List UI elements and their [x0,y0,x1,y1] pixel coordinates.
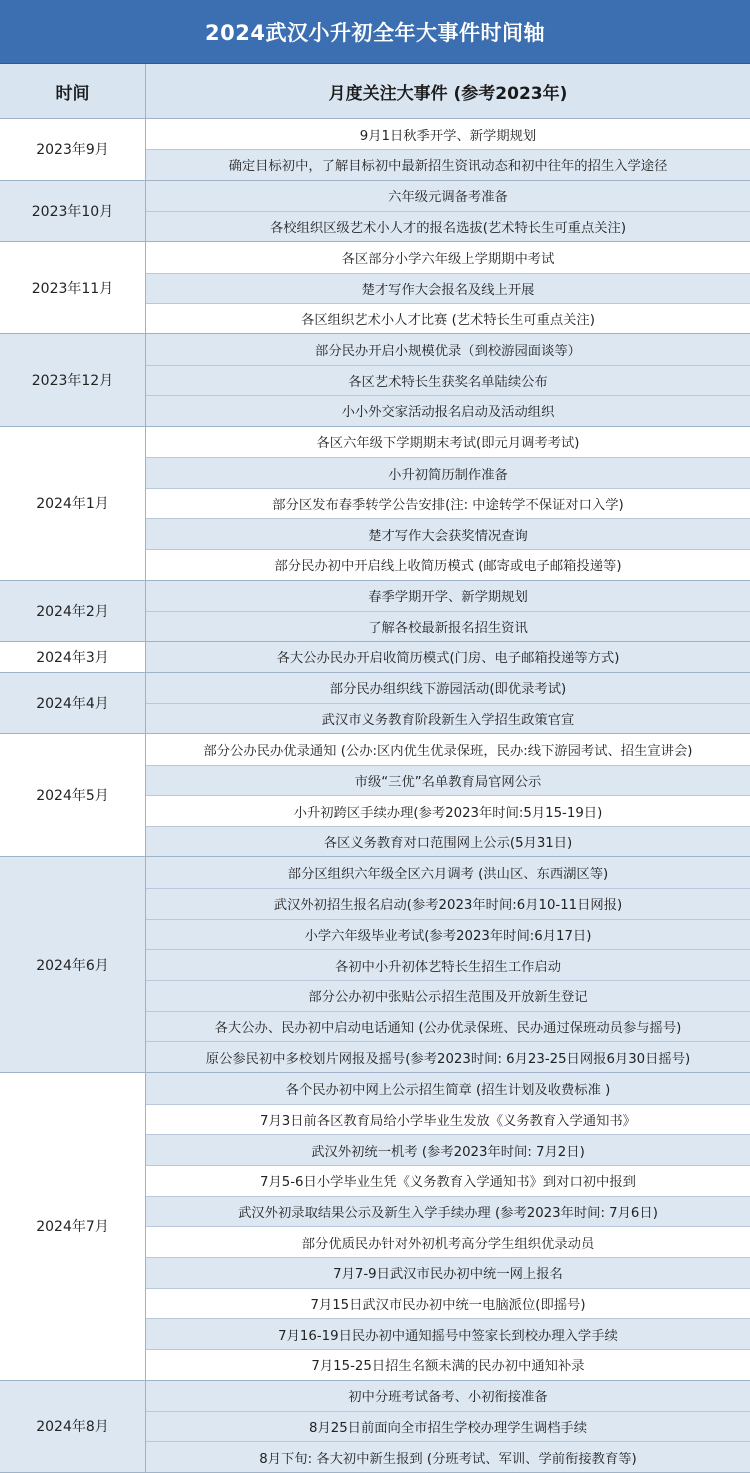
event-row: 小学六年级毕业考试(参考2023年时间:6月17日) [146,919,750,950]
month-label: 2023年12月 [0,334,146,425]
event-row: 各初中小升初体艺特长生招生工作启动 [146,949,750,980]
month-group [0,1381,750,1473]
event-row: 各区组织艺术小人才比赛 (艺术特长生可重点关注) [146,303,750,333]
event-row: 7月5-6日小学毕业生凭《义务教育入学通知书》到对口初中报到 [146,1165,750,1196]
month-group [0,242,750,334]
month-group [0,427,750,581]
month-group [0,119,750,181]
month-events [146,1073,750,1380]
month-label: 2024年3月 [0,642,146,672]
event-row: 小升初简历制作准备 [146,457,750,488]
event-row: 原公参民初中多校划片网报及摇号(参考2023时间: 6月23-25日网报6月30日摇号) [146,1041,750,1072]
month-group [0,642,750,673]
event-row: 确定目标初中，了解目标初中最新招生资讯动态和初中往年的招生入学途径 [146,149,750,179]
event-row: 武汉外初统一机考 (参考2023年时间: 7月2日) [146,1134,750,1165]
event-row: 楚才写作大会获奖情况查询 [146,518,750,549]
event-row: 各区义务教育对口范围网上公示(5月31日) [146,826,750,857]
table-header [0,64,750,119]
event-row: 各大公办、民办初中启动电话通知 (公办优录保班、民办通过保班动员参与摇号) [146,1011,750,1042]
event-row: 市级“三优”名单教育局官网公示 [146,765,750,796]
month-events [146,427,750,580]
event-row: 各区六年级下学期期末考试(即元月调考考试) [316,436,580,452]
month-label: 2024年5月 [0,734,146,856]
month-label: 2023年9月 [0,119,146,180]
event-row: 小小外交家活动报名启动及活动组织 [146,395,750,425]
event-row: 楚才写作大会报名及线上开展 [146,273,750,303]
event-row: 9月1日秋季开学、新学期规划 [359,128,537,144]
event-row: 7月15-25日招生名额未满的民办初中通知补录 [146,1349,750,1380]
event-row: 部分优质民办针对外初机考高分学生组织优录动员 [146,1226,750,1257]
event-row: 部分区发布春季转学公告安排(注: 中途转学不保证对口入学) [146,488,750,519]
event-row: 武汉市义务教育阶段新生入学招生政策官宣 [146,703,750,733]
event-row: 各区部分小学六年级上学期期中考试 [341,251,555,267]
page-title: 2024武汉小升初全年大事件时间轴 [0,0,750,64]
event-row: 各个民办初中网上公示招生简章 (招生计划及收费标准 ) [146,1073,750,1104]
month-label: 2024年1月 [0,427,146,580]
month-label: 2024年8月 [0,1381,146,1472]
month-group [0,334,750,426]
month-group [0,673,750,735]
month-events [146,734,750,856]
month-events [146,334,750,425]
month-events [146,673,750,734]
month-label: 2024年2月 [0,581,146,642]
event-row: 部分公办初中张贴公示招生范围及开放新生登记 [146,980,750,1011]
month-label: 2024年7月 [0,1073,146,1380]
header-events: 月度关注大事件 (参考2023年) [328,83,568,104]
month-group [0,181,750,243]
event-row: 7月16-19日民办初中通知摇号中签家长到校办理入学手续 [146,1318,750,1349]
month-group [0,581,750,643]
event-row: 各校组织区级艺术小人才的报名选拔(艺术特长生可重点关注) [146,211,750,241]
event-row: 部分区组织六年级全区六月调考 (洪山区、东西湖区等) [287,867,609,883]
month-events [146,581,750,642]
event-row: 8月25日前面向全市招生学校办理学生调档手续 [146,1411,750,1441]
month-events [146,181,750,242]
event-row: 各大公办民办开启收简历模式(门房、电子邮箱投递等方式) [146,642,750,672]
event-row: 部分民办初中开启线上收简历模式 (邮寄或电子邮箱投递等) [146,549,750,580]
month-group [0,734,750,857]
month-events [146,642,750,672]
month-group [0,857,750,1072]
month-events [146,119,750,180]
event-row: 初中分班考试备考、小初衔接准备 [146,1381,750,1411]
month-label: 2023年10月 [0,181,146,242]
timeline-table [0,119,750,1473]
event-row: 7月3日前各区教育局给小学毕业生发放《义务教育入学通知书》 [146,1104,750,1135]
event-row: 春季学期开学、新学期规划 [146,581,750,611]
month-label: 2023年11月 [0,242,146,333]
event-row: 7月15日武汉市民办初中统一电脑派位(即摇号) [146,1288,750,1319]
event-row: 部分民办组织线下游园活动(即优录考试) [329,682,567,698]
event-row: 武汉外初录取结果公示及新生入学手续办理 (参考2023年时间: 7月6日) [146,1196,750,1227]
event-row: 部分公办民办优录通知 (公办:区内优生优录保班，民办:线下游园考试、招生宣讲会) [203,744,693,760]
event-row: 小升初跨区手续办理(参考2023年时间:5月15-19日) [146,795,750,826]
event-row: 六年级元调备考准备 [388,190,508,206]
event-row: 7月7-9日武汉市民办初中统一网上报名 [146,1257,750,1288]
event-row: 部分民办开启小规模优录（到校游园面谈等） [146,334,750,364]
month-label: 2024年6月 [0,857,146,1071]
event-row: 了解各校最新报名招生资讯 [146,611,750,641]
header-time: 时间 [0,64,146,118]
event-row: 武汉外初招生报名启动(参考2023年时间:6月10-11日网报) [146,888,750,919]
event-row: 各区艺术特长生获奖名单陆续公布 [146,365,750,395]
month-label: 2024年4月 [0,673,146,734]
event-row: 8月下旬: 各大初中新生报到 (分班考试、军训、学前衔接教育等) [146,1441,750,1471]
month-events [146,242,750,333]
month-events [146,857,750,1071]
month-events [146,1381,750,1472]
month-group [0,1073,750,1381]
